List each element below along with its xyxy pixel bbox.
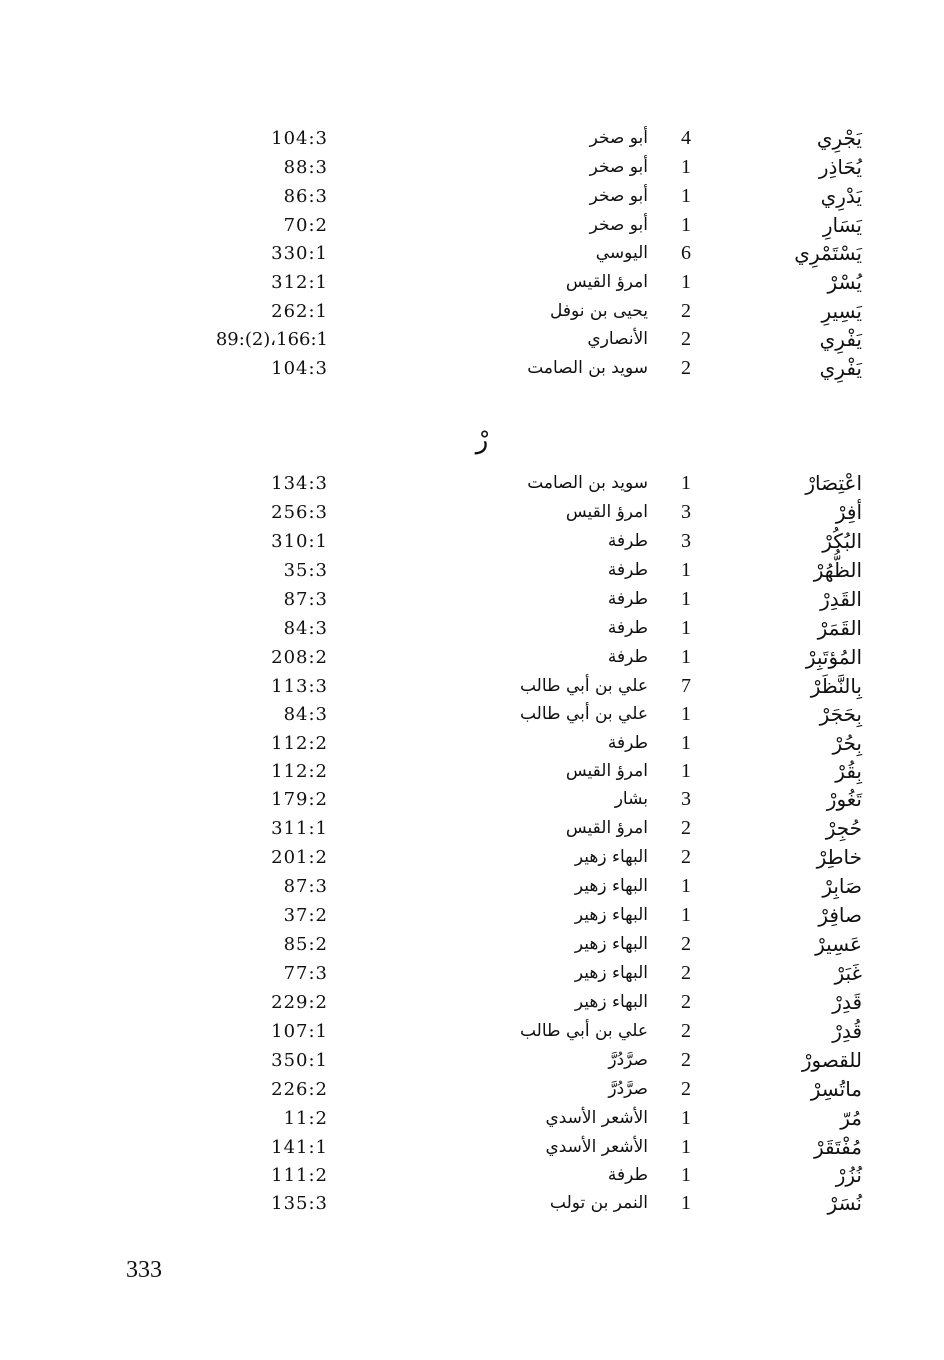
index-row (0, 672, 944, 701)
occurrence-count: 2 (681, 991, 691, 1013)
poet-name: طرفة (607, 560, 648, 580)
occurrence-count: 1 (681, 1192, 691, 1214)
index-row (0, 498, 944, 527)
rhyme-word: بِقُرْ (835, 759, 862, 783)
rhyme-word: الظُّهُرْ (813, 558, 862, 582)
page-reference: 310:1 (271, 531, 328, 552)
occurrence-count: 2 (681, 328, 691, 350)
occurrence-count: 2 (681, 933, 691, 955)
occurrence-count: 1 (681, 472, 691, 494)
rhyme-word: نُسَرْ (827, 1191, 862, 1215)
page-reference: 87:3 (283, 589, 328, 610)
index-row (0, 239, 944, 268)
page-reference: 112:2 (271, 733, 328, 754)
rhyme-word: غَبَرْ (834, 961, 862, 985)
index-row (0, 211, 944, 240)
poet-name: الأنصاري (587, 329, 648, 349)
index-row (0, 614, 944, 643)
occurrence-count: 3 (681, 530, 691, 552)
poet-name: امرؤ القيس (565, 761, 648, 781)
page-reference: 226:2 (271, 1079, 328, 1100)
rhyme-word: نُزُرْ (835, 1163, 862, 1187)
page-reference: 77:3 (283, 963, 328, 984)
rhyme-word: للقصورْ (801, 1048, 862, 1072)
index-row (0, 1133, 944, 1162)
index-row (0, 757, 944, 786)
rhyme-word: يَسْتَمْرِي (794, 241, 862, 265)
occurrence-count: 1 (681, 1136, 691, 1158)
page-reference: 262:1 (271, 301, 328, 322)
page-reference: 229:2 (271, 992, 328, 1013)
page-number: 333 (126, 1257, 162, 1283)
rhyme-word: القَمَرْ (817, 616, 862, 640)
occurrence-count: 2 (681, 357, 691, 379)
index-row (0, 325, 944, 354)
poet-name: البهاء زهير (574, 963, 648, 983)
page-reference: 85:2 (283, 934, 328, 955)
index-row (0, 585, 944, 614)
rhyme-word: يَدْرِي (820, 184, 862, 208)
page-reference: 208:2 (271, 647, 328, 668)
occurrence-count: 1 (681, 875, 691, 897)
poet-name: طرفة (607, 618, 648, 638)
rhyme-word: بِحُرْ (832, 731, 862, 755)
occurrence-count: 1 (681, 760, 691, 782)
rhyme-word: أفِرْ (835, 500, 862, 524)
rhyme-word: يَجْرِي (816, 126, 862, 150)
rhyme-word: القَدِرْ (820, 587, 862, 611)
poet-name: أبو صخر (589, 186, 648, 206)
occurrence-count: 2 (681, 1078, 691, 1100)
rhyme-word: قَدِرْ (832, 990, 862, 1014)
index-row (0, 556, 944, 585)
page-reference: 89:(2)،166:1 (215, 329, 328, 350)
page-reference: 11:2 (283, 1108, 328, 1129)
poet-name: طرفة (607, 733, 648, 753)
poet-name: اليوسي (595, 243, 648, 263)
section-letter-heading: رْ (475, 425, 489, 455)
poet-name: أبو صخر (589, 215, 648, 235)
rhyme-word: حُجِرْ (825, 816, 862, 840)
index-row (0, 354, 944, 383)
rhyme-word: خاطِرْ (816, 845, 862, 869)
index-row (0, 872, 944, 901)
page-reference: 135:3 (271, 1193, 328, 1214)
rhyme-word: عَسِيرْ (815, 932, 862, 956)
rhyme-word: المُؤتَبِرْ (805, 645, 862, 669)
page-reference: 104:3 (271, 358, 328, 379)
index-row (0, 729, 944, 758)
page-reference: 134:3 (271, 473, 328, 494)
index-row (0, 1189, 944, 1218)
poet-name: البهاء زهير (574, 876, 648, 896)
occurrence-count: 2 (681, 1049, 691, 1071)
index-row (0, 814, 944, 843)
poet-name: علي بن أبي طالب (519, 1021, 648, 1041)
page-reference: 84:3 (283, 618, 328, 639)
index-row (0, 297, 944, 326)
page-reference: 112:2 (271, 761, 328, 782)
poet-name: طرفة (607, 531, 648, 551)
page-reference: 330:1 (271, 243, 328, 264)
poet-name: امرؤ القيس (565, 272, 648, 292)
poet-name: علي بن أبي طالب (519, 704, 648, 724)
poet-name: أبو صخر (589, 157, 648, 177)
occurrence-count: 1 (681, 646, 691, 668)
page-reference: 111:2 (271, 1165, 328, 1186)
poet-name: طرفة (607, 647, 648, 667)
poet-name: طرفة (607, 589, 648, 609)
page-reference: 88:3 (283, 157, 328, 178)
rhyme-word: ماتُسِرْ (810, 1077, 862, 1101)
poet-name: البهاء زهير (574, 847, 648, 867)
occurrence-count: 3 (681, 501, 691, 523)
rhyme-word: بِالنَّظَرْ (810, 674, 862, 698)
index-row (0, 268, 944, 297)
occurrence-count: 6 (681, 242, 691, 264)
index-row (0, 843, 944, 872)
index-row (0, 527, 944, 556)
index-row (0, 988, 944, 1017)
index-row (0, 643, 944, 672)
occurrence-count: 1 (681, 904, 691, 926)
page-reference: 113:3 (271, 676, 328, 697)
poet-name: امرؤ القيس (565, 502, 648, 522)
occurrence-count: 4 (681, 127, 691, 149)
index-row (0, 901, 944, 930)
page-reference: 107:1 (271, 1021, 328, 1042)
poet-name: صرَّدُرَّ (608, 1050, 648, 1070)
page-reference: 350:1 (271, 1050, 328, 1071)
rhyme-word: يَسَارِ (822, 213, 862, 237)
rhyme-word: قُدِرْ (832, 1019, 862, 1043)
rhyme-word: تَغُورْ (826, 787, 862, 811)
rhyme-word: مُرّ (840, 1106, 862, 1130)
poet-name: البهاء زهير (574, 905, 648, 925)
index-row (0, 1075, 944, 1104)
page-reference: 84:3 (283, 704, 328, 725)
occurrence-count: 1 (681, 156, 691, 178)
poet-name: علي بن أبي طالب (519, 676, 648, 696)
occurrence-count: 1 (681, 732, 691, 754)
page-reference: 201:2 (271, 847, 328, 868)
occurrence-count: 2 (681, 962, 691, 984)
poet-name: سويد بن الصامت (527, 358, 648, 378)
index-row (0, 1104, 944, 1133)
rhyme-word: يَفْرِي (819, 327, 862, 351)
index-row (0, 124, 944, 153)
page-reference: 37:2 (283, 905, 328, 926)
occurrence-count: 1 (681, 271, 691, 293)
poet-name: البهاء زهير (574, 992, 648, 1012)
rhyme-word: يُسْرْ (827, 270, 862, 294)
page-reference: 311:1 (271, 818, 328, 839)
index-row (0, 930, 944, 959)
poet-name: بشار (614, 789, 648, 809)
index-row (0, 469, 944, 498)
rhyme-word: بِحَجَرْ (819, 702, 862, 726)
poet-name: سويد بن الصامت (527, 473, 648, 493)
page-reference: 141:1 (271, 1137, 328, 1158)
rhyme-word: البُكُرْ (822, 529, 862, 553)
occurrence-count: 1 (681, 1164, 691, 1186)
occurrence-count: 7 (681, 675, 691, 697)
occurrence-count: 1 (681, 185, 691, 207)
page-reference: 86:3 (283, 186, 328, 207)
occurrence-count: 1 (681, 1107, 691, 1129)
poet-name: أبو صخر (589, 128, 648, 148)
poet-name: صرَّدُرَّ (608, 1079, 648, 1099)
index-row (0, 1017, 944, 1046)
occurrence-count: 2 (681, 1020, 691, 1042)
page-reference: 179:2 (271, 789, 328, 810)
rhyme-word: مُفْتَقَرْ (813, 1135, 862, 1159)
poet-name: الأشعر الأسدي (545, 1108, 648, 1128)
index-row (0, 182, 944, 211)
occurrence-count: 1 (681, 214, 691, 236)
poet-name: النمر بن تولب (549, 1193, 648, 1213)
page-reference: 104:3 (271, 128, 328, 149)
rhyme-word: يَفْرِي (819, 356, 862, 380)
index-row (0, 959, 944, 988)
page-reference: 87:3 (283, 876, 328, 897)
occurrence-count: 1 (681, 559, 691, 581)
index-row (0, 700, 944, 729)
page-reference: 70:2 (283, 215, 328, 236)
page-reference: 256:3 (271, 502, 328, 523)
poet-name: امرؤ القيس (565, 818, 648, 838)
occurrence-count: 1 (681, 703, 691, 725)
poet-name: البهاء زهير (574, 934, 648, 954)
rhyme-word: صافِرْ (818, 903, 862, 927)
index-row (0, 785, 944, 814)
poet-name: الأشعر الأسدي (545, 1137, 648, 1157)
occurrence-count: 2 (681, 817, 691, 839)
rhyme-word: صَابِرْ (822, 874, 862, 898)
page-reference: 35:3 (283, 560, 328, 581)
rhyme-word: يَسِيرِ (821, 299, 862, 323)
rhyme-word: يُحَاذِر (818, 155, 862, 179)
occurrence-count: 2 (681, 846, 691, 868)
occurrence-count: 1 (681, 588, 691, 610)
index-row (0, 1161, 944, 1190)
occurrence-count: 3 (681, 788, 691, 810)
page-reference: 312:1 (271, 272, 328, 293)
poet-name: طرفة (607, 1165, 648, 1185)
occurrence-count: 1 (681, 617, 691, 639)
index-row (0, 153, 944, 182)
occurrence-count: 2 (681, 300, 691, 322)
poet-name: يحيى بن نوفل (550, 301, 648, 321)
index-row (0, 1046, 944, 1075)
rhyme-word: اعْتِصَارْ (805, 471, 862, 495)
